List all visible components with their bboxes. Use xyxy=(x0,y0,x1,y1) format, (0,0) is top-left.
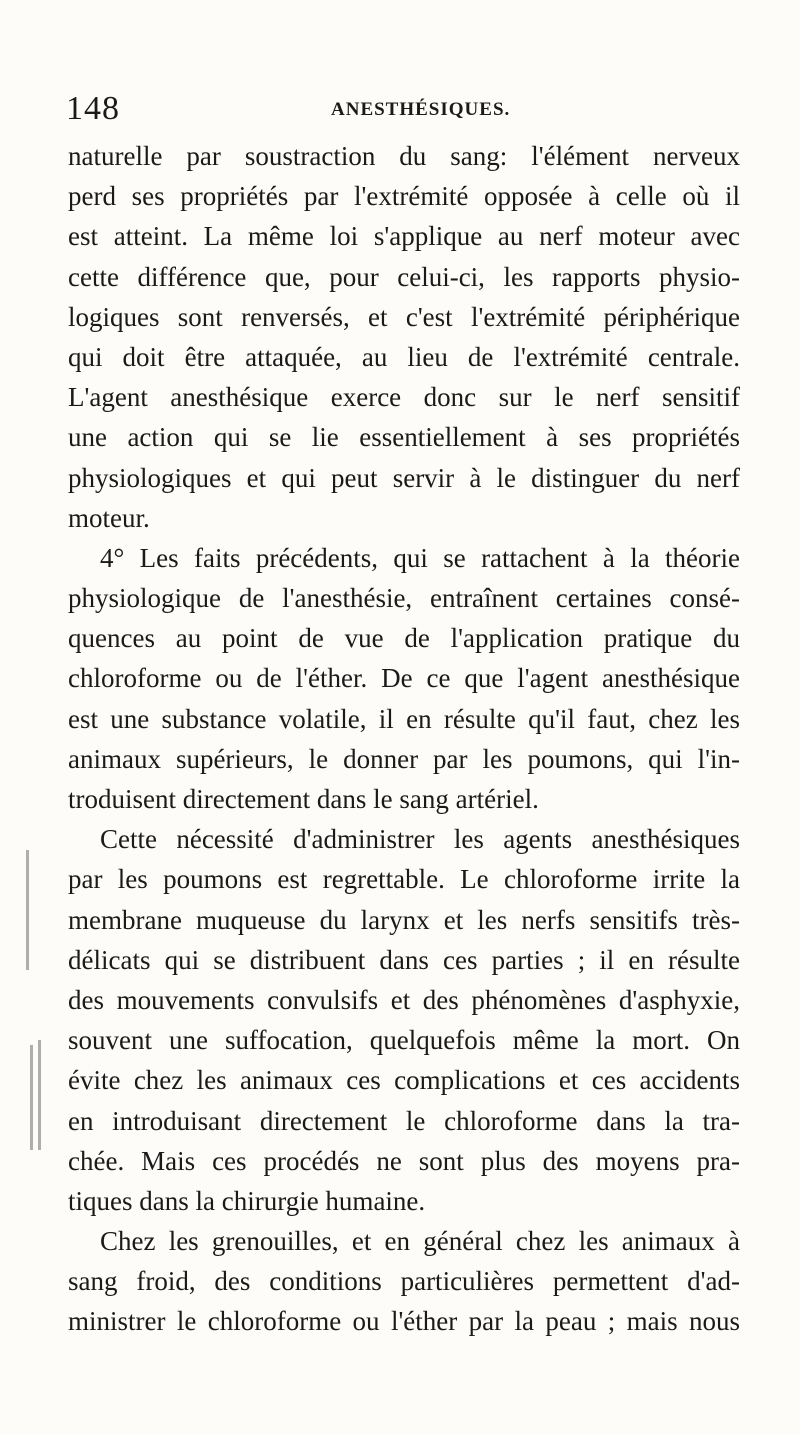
text-line: logiques sont renversés, et c'est l'extrémité périphérique xyxy=(68,301,740,332)
text-line: tiques dans la chirurgie humaine. xyxy=(68,1185,426,1216)
text-line: membrane muqueuse du larynx et les nerfs sensitifs très- xyxy=(68,904,740,935)
text-line: est atteint. La même loi s'applique au nerf moteur avec xyxy=(68,221,740,252)
margin-pencil-mark xyxy=(26,850,29,970)
text-line: cette différence que, pour celui-ci, les rapports physio- xyxy=(68,261,740,292)
text-line: physiologique de l'anesthésie, entraînent certaines consé- xyxy=(68,583,740,614)
text-line: est une substance volatile, il en résulte qu'il faut, chez les xyxy=(68,703,740,734)
margin-pencil-mark xyxy=(30,1045,33,1150)
text-line: souvent une suffocation, quelquefois même la mort. On xyxy=(68,1025,740,1056)
text-line: qui doit être attaquée, au lieu de l'extrémité centrale. xyxy=(68,341,740,372)
text-line: Chez les grenouilles, et en général chez les animaux à xyxy=(100,1226,740,1257)
body-text xyxy=(68,136,740,1342)
text-line: 4° Les faits précédents, qui se rattachent à la théorie xyxy=(100,542,740,573)
text-line: Cette nécessité d'administrer les agents anesthésiques xyxy=(100,824,740,855)
text-line: moteur. xyxy=(68,502,150,533)
margin-pencil-mark xyxy=(38,1040,41,1150)
text-line: chloroforme ou de l'éther. De ce que l'agent anesthésique xyxy=(68,663,740,694)
text-line: perd ses propriétés par l'extrémité opposée à celle où il xyxy=(68,181,740,212)
text-line: physiologiques et qui peut servir à le distinguer du nerf xyxy=(68,462,740,493)
text-line: en introduisant directement le chloroforme dans la tra- xyxy=(68,1105,740,1136)
page-number: 148 xyxy=(66,90,120,127)
page-header xyxy=(66,90,760,130)
text-line: une action qui se lie essentiellement à ses propriétés xyxy=(68,422,740,453)
text-line: quences au point de vue de l'application pratique du xyxy=(68,623,740,654)
text-line: ministrer le chloroforme ou l'éther par la peau ; mais nous xyxy=(68,1306,740,1337)
text-line: par les poumons est regrettable. Le chloroforme irrite la xyxy=(68,864,740,895)
text-line: délicats qui se distribuent dans ces parties ; il en résulte xyxy=(68,944,740,975)
running-head: ANESTHÉSIQUES. xyxy=(331,99,511,120)
text-line: chée. Mais ces procédés ne sont plus des moyens pra- xyxy=(68,1145,740,1176)
text-line: des mouvements convulsifs et des phénomènes d'asphyxie, xyxy=(68,984,740,1015)
text-line: évite chez les animaux ces complications et ces accidents xyxy=(68,1065,740,1096)
text-line: sang froid, des conditions particulières permettent d'ad- xyxy=(68,1266,740,1297)
text-line: troduisent directement dans le sang artériel. xyxy=(68,784,539,814)
text-line: L'agent anesthésique exerce donc sur le nerf sensitif xyxy=(68,382,740,413)
text-line: naturelle par soustraction du sang: l'élément nerveux xyxy=(68,141,740,171)
text-line: animaux supérieurs, le donner par les poumons, qui l'in- xyxy=(68,743,740,774)
